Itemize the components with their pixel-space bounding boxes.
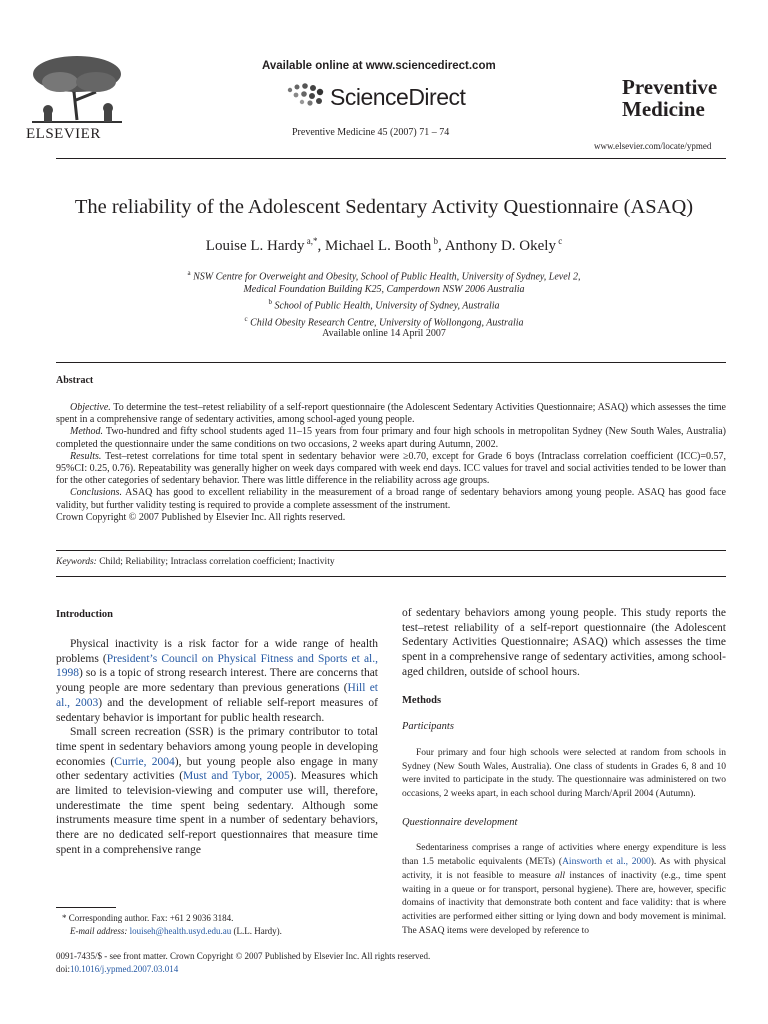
text: ). Measures which are limited to television-viewing and computer use will, therefore, underestimate the time spent being sedentary. Although some instruments measure time spent in a number of sedentary behaviors, there are no dedicated self-report questionnaires that measure time spent in a comprehensive range — [56, 770, 378, 856]
methods-heading: Methods — [402, 694, 442, 706]
text: Test–retest correlations for time total spent in sedentary behavior were ≥0.70, except for Grade 6 boys (Intraclass correlation coefficient (ICC)=0.57, 95%CI: 0.25, 0.76). Repeatability was generally higher on week days compared with week end days. ICC values for travel and social activities tended to be lower than for the other categories of sedentary behavior. There was little difference in the reliability across age groups. — [56, 450, 726, 487]
doi-prefix: doi: — [56, 963, 71, 974]
abstract-conclusions — [56, 487, 726, 511]
journal-title — [622, 76, 717, 120]
emphasis: all — [555, 870, 566, 881]
author-sep: , — [438, 238, 445, 254]
article-title: The reliability of the Adolescent Sedentary Activity Questionnaire (ASAQ) — [74, 196, 694, 218]
doi-link[interactable]: 10.1016/j.ypmed.2007.03.014 — [70, 963, 179, 974]
author-sup: c — [558, 236, 563, 246]
abstract-method — [56, 426, 726, 450]
affil-sup: b — [268, 298, 272, 307]
affil-text: Medical Foundation Building K25, Camperdown NSW 2006 Australia — [243, 284, 525, 296]
affiliation-line — [0, 267, 768, 283]
keywords-label: Keywords: — [56, 557, 97, 567]
keywords — [56, 557, 335, 567]
sciencedirect-brand: ScienceDirect — [330, 84, 466, 110]
label: Objective. — [70, 402, 111, 413]
abstract-top-rule — [56, 362, 726, 363]
left-column-body — [56, 637, 378, 858]
abstract-heading: Abstract — [56, 375, 94, 386]
section-heading: Introduction — [56, 609, 113, 620]
citation-link[interactable]: President’s Council on Physical Fitness and Sports et al., 1998 — [56, 652, 378, 680]
affiliations — [0, 267, 768, 329]
email-label: E-mail address: — [70, 925, 128, 936]
text: ), but young people also engage in many other sedentary activities ( — [56, 755, 378, 783]
keywords-top-rule — [56, 550, 726, 551]
author-name: Michael L. Booth — [325, 238, 432, 254]
keywords-bottom-rule — [56, 576, 726, 577]
affiliation-line — [0, 313, 768, 329]
email-link[interactable]: louiseh@health.usyd.edu.au — [129, 925, 232, 936]
journal-url[interactable]: www.elsevier.com/locate/ypmed — [594, 141, 712, 151]
publisher-name: ELSEVIER — [26, 126, 101, 142]
affiliation-line — [0, 283, 768, 296]
text: To determine the test–retest reliability of a self-report questionnaire (the Adolescent Sedentary Activities Questionnaire; ASAQ) which assesses the time spent in a comprehensive range of sedentary activities, among school-aged young people. — [56, 402, 726, 426]
sciencedirect-dots-icon — [284, 82, 330, 108]
questionnaire-dev-paragraph — [402, 842, 726, 938]
affil-sup: a — [187, 269, 191, 277]
label: Results. — [70, 450, 102, 462]
article-footer — [56, 950, 430, 975]
affil-text: School of Public Health, University of Sydney, Australia — [274, 300, 500, 312]
author-sep: , — [317, 238, 326, 254]
questionnaire-dev-heading: Questionnaire development — [402, 816, 518, 828]
abstract-body — [56, 402, 726, 524]
label: Method. — [70, 426, 104, 438]
available-online-date: Available online 14 April 2007 — [322, 328, 446, 339]
author-sup: a,* — [306, 236, 318, 246]
right-column-body — [402, 606, 726, 938]
footnote-rule — [56, 907, 116, 908]
abstract-objective — [56, 402, 726, 426]
intro-paragraph-2 — [56, 725, 378, 857]
intro-continuation: of sedentary behaviors among young people. This study reports the test–retest reliability of a self-report questionnaire (the Adolescent Sedentary Activities Questionnaire; ASAQ) which assesses the time spent in a comprehensive range of sedentary activities, among school-aged children, outside of school hours. — [402, 607, 726, 678]
author-name: Anthony D. Okely — [444, 238, 556, 254]
citation-link[interactable]: Ainsworth et al., 2000 — [562, 857, 651, 868]
journal-reference: Preventive Medicine 45 (2007) 71 – 74 — [292, 127, 450, 138]
participants-heading: Participants — [402, 721, 454, 733]
text: ). As with physical activity, it is not feasible to measure — [402, 857, 727, 881]
text: Sedentariness comprises a range of activities where energy expenditure is less than 1.5 metabolic equivalents (METs) ( — [402, 843, 726, 868]
citation-link[interactable]: Must and Tybor, 2005 — [183, 770, 290, 783]
corresponding-text: Corresponding author. Fax: +61 2 9036 3184. — [68, 913, 234, 923]
affil-text: NSW Centre for Overweight and Obesity, School of Public Health, University of Sydney, Level 2, — [193, 271, 581, 283]
text: ) so is a topic of strong research interest. There are concerns that young people are more sedentary than previous generations ( — [56, 667, 378, 695]
affil-sup: c — [244, 314, 248, 323]
header-rule — [56, 158, 726, 159]
label: Conclusions. — [70, 487, 122, 499]
email-suffix: (L.L. Hardy). — [231, 925, 282, 936]
text: Small screen recreation (SSR) is the primary contributor to total time spent in sedentary behaviors among young people in developing economies ( — [56, 726, 378, 768]
affiliation-line — [0, 296, 768, 312]
author-name: Louise L. Hardy — [205, 238, 305, 254]
text: ) and the development of reliable self-report measures of sedentary behavior is important for public health research. — [56, 696, 378, 724]
corresponding-author-footnote: * Corresponding author. Fax: +61 2 9036 3184. E-mail address: louiseh@health.usyd.edu.au (L.L. Hardy). — [62, 913, 282, 936]
author-sup: b — [433, 236, 439, 246]
journal-title-line1: Preventive — [622, 75, 718, 99]
journal-title-line2: Medicine — [622, 97, 705, 121]
text: Two-hundred and fifty school students aged 11–15 years from four primary and four high schools in metropolitan Sydney (New South Wales, Australia) completed the questionnaire under the same conditions on two occasions, 2 weeks apart during Autumn, 2002. — [56, 426, 726, 450]
intro-heading — [56, 607, 378, 623]
keywords-text: Child; Reliability; Intraclass correlation coefficient; Inactivity — [96, 557, 335, 567]
text: Physical inactivity is a risk factor for a wide range of health problems ( — [56, 638, 378, 665]
available-online-line[interactable]: Available online at www.sciencedirect.com — [262, 60, 496, 72]
intro-paragraph-1 — [56, 637, 378, 725]
issn-line: 0091-7435/$ - see front matter. Crown Copyright © 2007 Published by Elsevier Inc. All rights reserved. — [56, 951, 431, 961]
affil-text: Child Obesity Research Centre, University of Wollongong, Australia — [250, 316, 524, 328]
author-list — [0, 236, 768, 255]
abstract-copyright: Crown Copyright © 2007 Published by Elsevier Inc. All rights reserved. — [56, 511, 346, 523]
citation-link[interactable]: Currie, 2004 — [114, 755, 175, 768]
text: instances of inactivity (e.g., time spent waiting in a queue or for transport, personal hygiene). There are, however, specific domains of inactivity that demonstrate both content and face validity: that is where activities are performed either sitting or lying down and body movement is minimal. The ASAQ items were developed by reference to — [402, 870, 726, 936]
participants-paragraph: Four primary and four high schools were selected at random from schools in Sydney (New South Wales, Australia). One class of students in Grades 6, 8 and 10 were invited to participate in the study. The questionnaire was administered on two occasions, 2 weeks apart, in each school during March/April 2004 (Autumn). — [402, 747, 726, 800]
abstract-results — [56, 451, 726, 488]
text: ASAQ has good to excellent reliability in the measurement of a broad range of sedentary behaviors among young people. ASAQ has good face validity, but further validity testing is required to provide a complete assessment of the instrument. — [56, 487, 726, 511]
citation-link[interactable]: Hill et al., 2003 — [56, 682, 378, 709]
